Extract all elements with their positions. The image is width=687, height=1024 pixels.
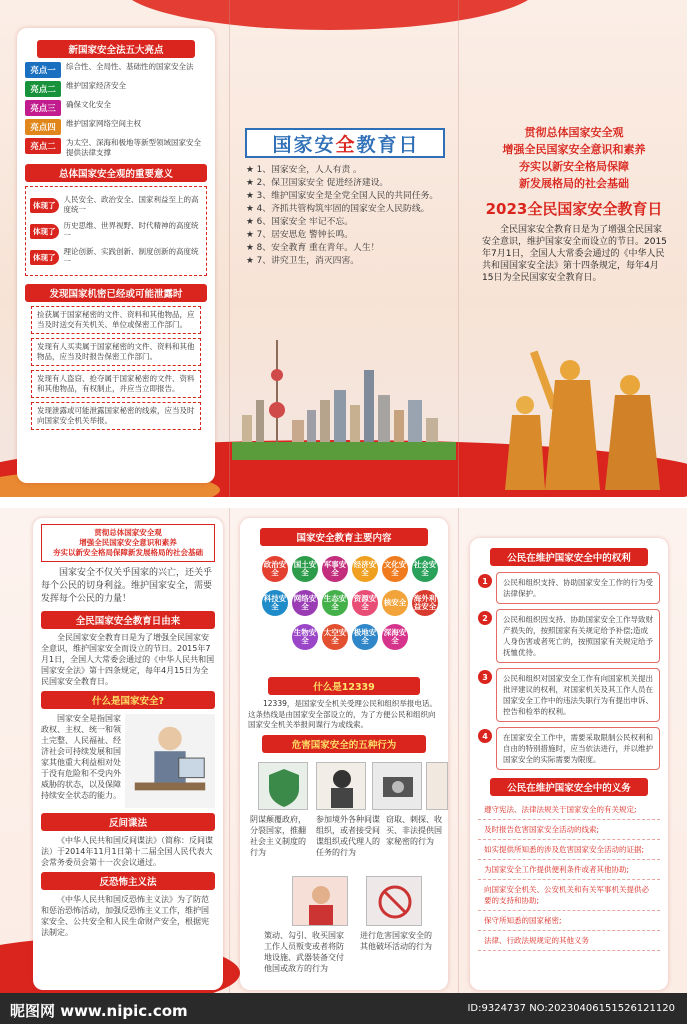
highlights-list	[25, 62, 207, 158]
right-row	[478, 668, 660, 722]
group-illustration	[426, 762, 448, 810]
content-circle: 社会安全	[412, 556, 438, 582]
secrets-title: 发现国家机密已经或可能泄露时	[25, 284, 207, 302]
soldier-statue-illustration	[500, 330, 687, 490]
hotline-text: 12339，是国家安全机关受理公民和组织举报电话。这条热线是由国家安全部设立的，为了方便公民和组织向国家安全机关举报间谍行为或线索。	[248, 699, 437, 729]
act-item-1: 阴谋颠覆政府，分裂国家，推翻社会主义制度的行为	[250, 814, 306, 857]
cover-slogans	[470, 124, 678, 192]
content-circle: 科技安全	[262, 590, 288, 616]
right-number: 1	[478, 574, 492, 588]
content-circle: 经济安全	[352, 556, 378, 582]
secrets-list	[25, 306, 207, 430]
significance-title: 总体国家安全观的重要意义	[25, 164, 207, 182]
slogan-list	[246, 164, 446, 268]
shield-illustration	[258, 762, 308, 810]
inside-left-card	[33, 518, 223, 990]
act-item-2: 参加境外各种间谍组织，或者接受间谍组织或代理人的任务的行为	[316, 814, 380, 857]
right-row	[478, 609, 660, 663]
right-number: 3	[478, 670, 492, 684]
what-text: 国家安全是指国家政权、主权、统一和领土完整、人民福祉、经济社会可持续发展和国家其他重大利益相对处于没有危险和不受内外威胁的状态，以及保障持续安全状态的能力。	[41, 714, 121, 800]
significance-tag: 体现了	[30, 224, 59, 239]
event-title: 2023全民国家安全教育日	[485, 200, 663, 218]
content-circle: 深海安全	[382, 624, 408, 650]
act-item-4: 策动、勾引、收买国家工作人员叛变或者将防地设施、武器装备交付他国或敌方的行为	[264, 930, 344, 973]
content-circle: 核安全	[382, 590, 408, 616]
act-item-3: 窃取、刺探、收买、非法提供国家秘密的行为	[386, 814, 442, 846]
inside-right-card	[470, 538, 668, 990]
significance-list	[25, 186, 207, 276]
site-watermark: 昵图网 www.nipic.com	[10, 1002, 188, 1020]
brochure-outside	[0, 0, 687, 497]
hotline-title: 什么是12339	[268, 677, 420, 695]
highlight-text: 为太空、深海和极地等新型领域国家安全提供法律支撑	[66, 138, 201, 157]
right-text: 在国家安全工作中，需要采取限制公民权利和自由的特别措施时，应当依法进行，并以维护国家安全的实际需要为限度。	[496, 727, 660, 770]
highlight-text: 维护国家经济安全	[66, 81, 126, 90]
content-circle: 网络安全	[292, 590, 318, 616]
title-char: 教	[356, 133, 376, 156]
significance-text: 人民安全、政治安全、国家利益至上的高度统一	[63, 195, 199, 214]
right-row	[478, 572, 660, 604]
highlight-tag: 亮点四	[25, 119, 61, 135]
content-circle: 生态安全	[322, 590, 348, 616]
highlight-tag: 亮点二	[25, 138, 61, 154]
significance-row	[30, 247, 202, 267]
city-skyline-illustration	[232, 330, 456, 460]
cover-slogan-line: 贯彻总体国家安全观	[524, 126, 624, 139]
duty-item: 遵守宪法、法律法规关于国家安全的有关规定;	[478, 800, 660, 820]
highlight-row	[25, 100, 207, 116]
bribe-illustration	[292, 876, 348, 926]
what-title: 什么是国家安全?	[41, 691, 215, 709]
origin-title: 全民国家安全教育日由来	[41, 611, 215, 629]
highlight-text: 综合性、全局性、基础性的国家安全法	[66, 62, 194, 71]
rights-title: 公民在维护国家安全中的权利	[490, 548, 648, 566]
espionage-title: 反间谍法	[41, 813, 215, 831]
right-text: 公民和组织支持、协助国家安全工作的行为受法律保护。	[496, 572, 660, 604]
highlight-text: 维护国家网络空间主权	[66, 119, 141, 128]
header-line: 增强全民国家安全意识和素养	[79, 538, 177, 547]
duties-title: 公民在维护国家安全中的义务	[490, 778, 648, 796]
secret-item: 发现有人买卖属于国家秘密的文件、资料和其他物品，应当及时报告保密工作部门。	[31, 338, 201, 366]
significance-tag: 体现了	[30, 250, 59, 265]
content-circle: 资源安全	[352, 590, 378, 616]
red-ribbon-top	[120, 0, 540, 30]
acts-area	[248, 756, 440, 986]
intro-text: 国家安全不仅关乎国家的兴亡，还关乎每个公民的切身利益。维护国家安全，需要发挥每个公民的力量！	[41, 568, 213, 604]
duty-item: 法律、行政法规规定的其他义务	[478, 931, 660, 951]
slogan-item: ★ 6、国家安全 牢记不忘。	[246, 217, 354, 227]
danger-illustration	[366, 876, 422, 926]
terror-title: 反恐怖主义法	[41, 872, 215, 890]
camera-illustration	[372, 762, 422, 810]
highlight-row	[25, 138, 207, 158]
image-id: ID:9324737 NO:20230406151526121120	[467, 1003, 675, 1014]
title-char: 家	[293, 133, 313, 156]
inside-header	[41, 524, 215, 562]
content-circle: 极地安全	[352, 624, 378, 650]
highlight-text: 确保文化安全	[66, 100, 111, 109]
cover-slogan-line: 增强全民国家安全意识和素养	[502, 143, 646, 156]
cover-slogan-line: 夯实以新安全格局保障	[519, 160, 629, 173]
title-char: 安	[314, 133, 334, 156]
origin-text: 全民国家安全教育日是为了增强全民国家安全意识，维护国家安全而设立的节日。2015年7月1日，全国人大常委会通过的《中华人民共和国国家安全法》第十四条规定，每年4月15日为全民国家安全教育日。	[41, 633, 215, 686]
highlight-tag: 亮点一	[25, 62, 61, 78]
title-char: 国	[272, 133, 292, 156]
inside-middle-card	[240, 518, 448, 990]
rights-list	[478, 572, 660, 770]
title-char: 育	[377, 133, 397, 156]
act-item-5: 进行危害国家安全的其他破坏活动的行为	[360, 930, 432, 951]
cover-slogan-line: 新发展格局的社会基础	[519, 177, 629, 190]
duty-item: 及时报告危害国家安全活动的线索;	[478, 820, 660, 840]
duty-item: 向国家安全机关、公安机关和有关军事机关提供必要的支持和协助;	[478, 880, 660, 911]
slogan-item: ★ 7、居安思危 警钟长鸣。	[246, 230, 354, 240]
terror-text: 《中华人民共和国反恐怖主义法》为了防范和惩治恐怖活动，加强反恐怖主义工作，维护国家安全、公共安全和人民生命财产安全，根据宪法制定。	[41, 895, 209, 937]
content-circles	[248, 550, 440, 675]
title-char: 日	[398, 133, 418, 156]
highlights-title: 新国家安全法五大亮点	[37, 40, 195, 58]
spy-illustration	[125, 713, 215, 809]
title-char: 全	[335, 133, 355, 156]
left-info-card	[17, 28, 215, 483]
highlight-row	[25, 81, 207, 97]
duty-item: 保守所知悉的国家秘密;	[478, 911, 660, 931]
slogan-item: ★ 1、国家安全，人人有责 。	[246, 165, 362, 175]
content-circle: 生物安全	[292, 624, 318, 650]
duty-item: 如实提供所知悉的涉及危害国家安全活动的证据;	[478, 840, 660, 860]
right-text: 公民和组织因支持、协助国家安全工作导致财产损失的，按照国家有关规定给予补偿;造成人身伤害或者死亡的，按照国家有关规定给予抚恤优待。	[496, 609, 660, 663]
duties-list	[478, 800, 660, 951]
content-circle: 文化安全	[382, 556, 408, 582]
acts-title: 危害国家安全的五种行为	[262, 735, 426, 753]
secret-item: 发现泄露或可能泄露国家秘密的线索，应当及时向国家安全机关举报。	[31, 402, 201, 430]
edu-day-title	[245, 128, 445, 158]
content-title: 国家安全教育主要内容	[260, 528, 428, 546]
content-circle: 太空安全	[322, 624, 348, 650]
right-row	[478, 727, 660, 770]
significance-text: 理论创新、实践创新、制度创新的高度统一	[63, 247, 199, 266]
espionage-text: 《中华人民共和国反间谍法》（简称：反间谍法）于2014年11月1日第十二届全国人民代表大会常务委员会第十一次会议通过。	[41, 836, 213, 867]
brochure-inside	[0, 508, 687, 993]
content-circle: 国土安全	[292, 556, 318, 582]
slogan-item: ★ 3、维护国家安全是全党全国人民的共同任务。	[246, 191, 439, 201]
thief-illustration	[316, 762, 366, 810]
content-circle: 政治安全	[262, 556, 288, 582]
highlight-tag: 亮点三	[25, 100, 61, 116]
highlight-row	[25, 62, 207, 78]
content-circle: 军事安全	[322, 556, 348, 582]
content-circle: 海外利益安全	[412, 590, 438, 616]
secret-item: 发现有人盗窃、抢夺属于国家秘密的文件、资料和其他物品，有权制止，并应当立即报告。	[31, 370, 201, 398]
watermark-footer	[0, 993, 687, 1024]
header-line: 贯彻总体国家安全观	[94, 528, 162, 537]
significance-text: 历史思维、世界视野、时代精神的高度统一	[63, 221, 199, 240]
event-description: 全民国家安全教育日是为了增强全民国家安全意识，维护国家安全而设立的节日。2015年7月1日，全国人大常委会通过的《中华人民共和国国家安全法》第十四条规定，每年4月15日为全民国家安全教育日。	[482, 225, 667, 283]
significance-row	[30, 195, 202, 215]
header-line: 夯实以新安全格局保障新发展格局的社会基础	[53, 548, 203, 557]
right-number: 4	[478, 729, 492, 743]
right-text: 公民和组织对国家安全工作有向国家机关提出批评建议的权利，对国家机关及其工作人员在国家安全工作中的违法失职行为有提出申诉、控告和检举的权利。	[496, 668, 660, 722]
what-section	[41, 713, 215, 809]
slogan-item: ★ 4、齐抓共管构筑牢固的国家安全人民防线。	[246, 204, 430, 214]
highlight-row	[25, 119, 207, 135]
slogan-item: ★ 8、安全教育 重在青年。人生！	[246, 243, 380, 253]
slogan-item: ★ 7、讲究卫生，消灭四害。	[246, 256, 360, 266]
duty-item: 为国家安全工作提供便利条件或者其他协助;	[478, 860, 660, 880]
right-number: 2	[478, 611, 492, 625]
significance-row	[30, 221, 202, 241]
highlight-tag: 亮点二	[25, 81, 61, 97]
significance-tag: 体现了	[30, 198, 59, 213]
slogan-item: ★ 2、保卫国家安全 促进经济建设。	[246, 178, 389, 188]
secret-item: 捡获属于国家秘密的文件、资料和其他物品，应当及时送交有关机关、单位或保密工作部门。	[31, 306, 201, 334]
